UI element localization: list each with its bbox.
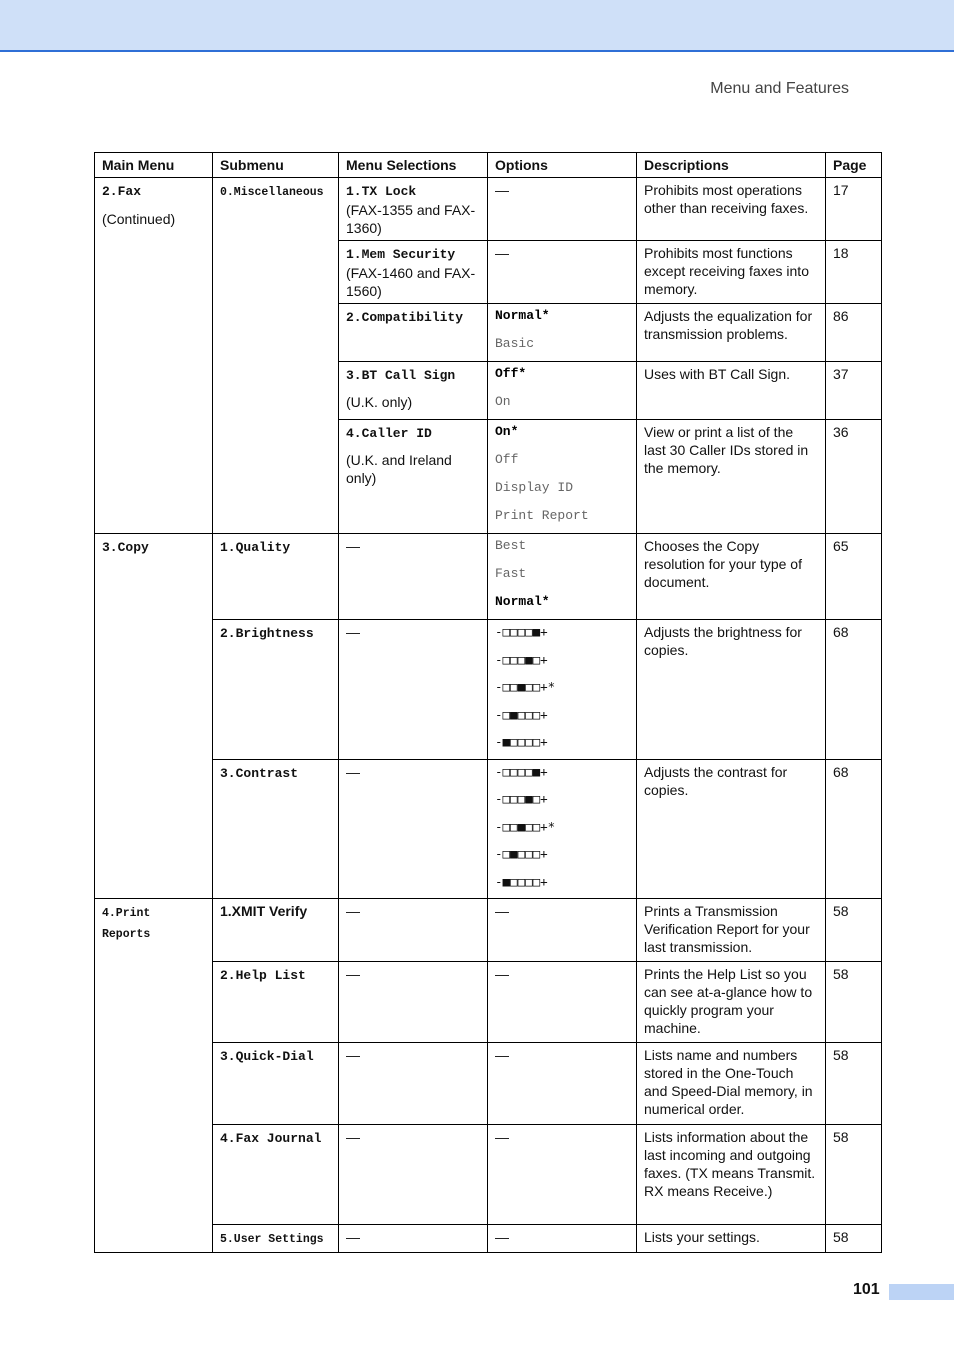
description-cell: Lists your settings. xyxy=(637,1225,826,1253)
continued-note: (Continued) xyxy=(102,211,176,227)
selection-compatibility: 2.Compatibility xyxy=(346,310,464,325)
submenu-user-settings: 5.User Settings xyxy=(220,1233,324,1246)
page-cell: 65 xyxy=(826,534,882,620)
level-bar: -□□■□□+* xyxy=(495,818,556,834)
column-header: Options xyxy=(488,153,637,178)
option: Best xyxy=(495,538,527,553)
main-menu-cell xyxy=(95,534,213,899)
option-default: On* xyxy=(495,424,519,439)
options-cell xyxy=(488,620,637,760)
submenu-misc: 0.Miscellaneous xyxy=(220,186,324,199)
page-cell: 58 xyxy=(826,1125,882,1225)
header-band xyxy=(0,0,954,52)
submenu-xmit-verify: 1.XMIT Verify xyxy=(220,903,308,919)
level-bar: -□□■□□+* xyxy=(495,679,556,694)
option: Display ID xyxy=(495,480,574,495)
selection-bt-call-sign: 3.BT Call Sign xyxy=(346,368,456,383)
selection-cell: — xyxy=(339,899,488,962)
selection-cell: — xyxy=(339,1043,488,1125)
description-cell: Adjusts the brightness for copies. xyxy=(637,620,826,760)
page-cell: 68 xyxy=(826,759,882,899)
table-row xyxy=(95,899,882,962)
submenu-help-list: 2.Help List xyxy=(220,968,306,983)
description-cell: Prints a Transmission Verification Report for your last transmission. xyxy=(637,899,826,962)
selection-cell: — xyxy=(339,1225,488,1253)
submenu-cell xyxy=(213,759,339,899)
level-bar: -□□□□■+ xyxy=(495,763,548,779)
option-default: Off* xyxy=(495,366,527,381)
model-note: (FAX-1460 and FAX-1560) xyxy=(346,265,476,299)
menu-table xyxy=(94,152,882,1253)
submenu-cell xyxy=(213,178,339,534)
selection-cell: — xyxy=(339,1125,488,1225)
column-header: Main Menu xyxy=(95,153,213,178)
page-cell: 58 xyxy=(826,899,882,962)
submenu-cell xyxy=(213,534,339,620)
description-cell: Uses with BT Call Sign. xyxy=(637,362,826,420)
table-row xyxy=(95,1043,882,1125)
option: Off xyxy=(495,452,519,467)
submenu-cell xyxy=(213,1043,339,1125)
option-default: Normal* xyxy=(495,308,550,323)
selection-caller-id: 4.Caller ID xyxy=(346,426,432,441)
selection-cell xyxy=(339,420,488,534)
selection-cell xyxy=(339,304,488,362)
description-cell: Prohibits most operations other than receiving faxes. xyxy=(637,178,826,241)
page-cell: 18 xyxy=(826,241,882,304)
page-tab-marker xyxy=(889,1284,954,1300)
submenu-cell xyxy=(213,899,339,962)
section-title: Menu and Features xyxy=(710,80,849,97)
submenu-quality: 1.Quality xyxy=(220,540,291,555)
main-menu-cell xyxy=(95,178,213,534)
selection-cell: — xyxy=(339,620,488,760)
submenu-brightness: 2.Brightness xyxy=(220,626,314,641)
selection-cell: — xyxy=(339,962,488,1043)
option: Fast xyxy=(495,566,527,581)
description-cell: View or print a list of the last 30 Caller IDs stored in the memory. xyxy=(637,420,826,534)
table-row xyxy=(95,759,882,899)
description-cell: Chooses the Copy resolution for your type of document. xyxy=(637,534,826,620)
options-cell: — xyxy=(488,962,637,1043)
main-menu-copy: 3.Copy xyxy=(102,540,149,555)
option-default: Normal* xyxy=(495,594,550,609)
description-cell: Lists information about the last incoming and outgoing faxes. (TX means Transmit. RX means Receive.) xyxy=(637,1125,826,1225)
options-cell: — xyxy=(488,178,637,241)
selection-mem-security: 1.Mem Security xyxy=(346,247,456,262)
main-menu-print-reports: 4.Print Reports xyxy=(102,907,151,941)
page-cell: 58 xyxy=(826,1043,882,1125)
column-header: Descriptions xyxy=(637,153,826,178)
table-row xyxy=(95,1125,882,1225)
main-menu-fax: 2.Fax xyxy=(102,184,142,199)
column-header: Menu Selections xyxy=(339,153,488,178)
options-cell xyxy=(488,534,637,620)
submenu-contrast: 3.Contrast xyxy=(220,765,299,781)
description-cell: Adjusts the equalization for transmission problems. xyxy=(637,304,826,362)
description-cell: Prohibits most functions except receiving faxes into memory. xyxy=(637,241,826,304)
option: On xyxy=(495,394,511,409)
submenu-cell xyxy=(213,620,339,760)
column-header: Submenu xyxy=(213,153,339,178)
page-cell: 68 xyxy=(826,620,882,760)
page-cell: 86 xyxy=(826,304,882,362)
selection-cell xyxy=(339,362,488,420)
page-cell: 36 xyxy=(826,420,882,534)
page-cell: 17 xyxy=(826,178,882,241)
description-cell: Adjusts the contrast for copies. xyxy=(637,759,826,899)
page-cell: 58 xyxy=(826,1225,882,1253)
options-cell xyxy=(488,759,637,899)
description-cell: Lists name and numbers stored in the One-Touch and Speed-Dial memory, in numerical order. xyxy=(637,1043,826,1125)
level-bar: -■□□□□+ xyxy=(495,734,548,749)
options-cell xyxy=(488,304,637,362)
description-cell: Prints the Help List so you can see at-a-glance how to quickly program your machine. xyxy=(637,962,826,1043)
main-menu-cell xyxy=(95,899,213,1253)
selection-cell: — xyxy=(339,759,488,899)
submenu-cell xyxy=(213,962,339,1043)
level-bar: -□□□■□+ xyxy=(495,791,548,806)
model-note: (FAX-1355 and FAX-1360) xyxy=(346,202,476,236)
options-cell xyxy=(488,420,637,534)
options-cell: — xyxy=(488,1225,637,1253)
submenu-cell xyxy=(213,1125,339,1225)
selection-tx-lock: 1.TX Lock xyxy=(346,184,417,199)
table-row xyxy=(95,178,882,241)
level-bar: -□□□■□+ xyxy=(495,651,548,667)
selection-cell: — xyxy=(339,534,488,620)
page-number: 101 xyxy=(853,1281,880,1298)
options-cell: — xyxy=(488,1043,637,1125)
submenu-cell xyxy=(213,1225,339,1253)
options-cell xyxy=(488,362,637,420)
selection-cell xyxy=(339,241,488,304)
table-row xyxy=(95,1225,882,1253)
table-header-row xyxy=(95,153,882,178)
option: Basic xyxy=(495,336,535,351)
options-cell: — xyxy=(488,241,637,304)
selection-cell xyxy=(339,178,488,241)
table-row xyxy=(95,534,882,620)
column-header: Page xyxy=(826,153,882,178)
page-cell: 58 xyxy=(826,962,882,1043)
level-bar: -□■□□□+ xyxy=(495,706,548,722)
model-note: (U.K. and Ireland only) xyxy=(346,452,452,486)
table-row xyxy=(95,962,882,1043)
options-cell: — xyxy=(488,899,637,962)
level-bar: -□□□□■+ xyxy=(495,624,548,639)
level-bar: -□■□□□+ xyxy=(495,846,548,861)
submenu-quick-dial: 3.Quick-Dial xyxy=(220,1049,314,1064)
table-row xyxy=(95,620,882,760)
model-note: (U.K. only) xyxy=(346,394,413,410)
options-cell: — xyxy=(488,1125,637,1225)
page-cell: 37 xyxy=(826,362,882,420)
option: Print Report xyxy=(495,508,589,523)
submenu-fax-journal: 4.Fax Journal xyxy=(220,1131,322,1146)
level-bar: -■□□□□+ xyxy=(495,873,548,889)
